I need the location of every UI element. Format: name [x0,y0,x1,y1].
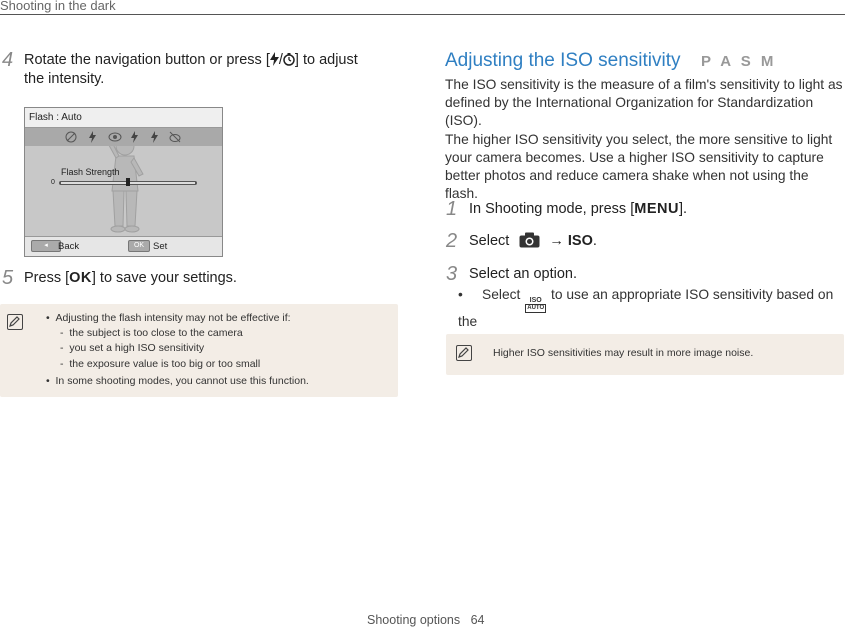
section-title: Adjusting the ISO sensitivity [445,50,681,71]
note-bullet-2-text: In some shooting modes, you cannot use this function. [55,375,309,387]
note-sub-1: - the subject is too close to the camera [60,327,243,339]
sub-line-1: to use an appropriate ISO sensitivity based on the [458,287,834,329]
step-3-text: Select an option. [469,266,578,282]
flash-mode-label: Flash : Auto [29,112,82,123]
step-5-text [24,269,237,288]
ok-button-icon: OK [128,240,150,252]
flash-strength-label: Flash Strength [61,167,120,177]
sub-pre: Select [482,287,521,302]
note-sub-3-text: the exposure value is too big or too small [69,358,261,370]
note-bullet-1-text: Adjusting the flash intensity may not be effective if: [55,312,291,324]
note-sub-3: - the exposure value is too big or too small [60,358,261,370]
step-1-text [469,200,687,219]
iso-description-line-2: defined by the International Organization for Standardization (ISO). [445,95,814,129]
screen-top-bar [25,108,222,128]
iso-note-box [446,334,844,375]
step-number-4: 4 [2,49,14,71]
iso-section-heading [445,50,776,72]
iso-description-line-5: better photos and reduce camera shake when not using the [445,168,809,184]
step-4-post: ] to adjust [294,52,358,68]
step-4-text [24,51,404,89]
running-header: Shooting in the dark [0,0,116,13]
iso-description [445,76,845,203]
camera-screen [24,107,223,257]
iso-auto-icon [526,297,545,313]
step-number-5: 5 [2,267,14,289]
screen-bottom-bar [25,236,222,257]
iso-description-line-6: flash. [445,186,478,202]
step-4-pre: Rotate the navigation button or press [ [24,52,270,68]
back-label: Back [58,241,80,252]
footer-section: Shooting options [367,613,461,627]
step-2-post: . [592,233,597,249]
menu-button-glyph: MENU [634,201,679,217]
iso-auto-icon-bottom: AUTO [527,305,545,311]
step-number-1: 1 [446,198,458,220]
step-2-pre: Select [469,233,510,249]
note-sub-2-text: you set a high ISO sensitivity [69,342,205,354]
step-4-line2: the intensity. [24,71,105,87]
set-label: Set [153,241,168,252]
note-bullet-2: • In some shooting modes, you cannot use this function. [46,375,309,387]
flash-strength-zero: 0 [51,179,55,186]
header-divider [0,14,845,15]
timer-icon [283,52,295,68]
flash-icon [270,52,279,68]
back-button-icon: ◂ [31,240,61,252]
arrow-glyph: → [549,233,564,249]
shooting-modes: P A S M [700,53,777,70]
step-1-post: ]. [678,201,688,217]
camera-icon [519,232,540,254]
flash-strength-slider-thumb[interactable] [126,178,130,186]
iso-description-line-3: The higher ISO sensitivity you select, the more sensitive to light [445,131,833,147]
iso-auto-icon-top: ISO [529,297,542,304]
note-pencil-icon [456,345,472,361]
note-pencil-icon [7,314,23,330]
iso-description-line-4: your camera becomes. Use a higher ISO sensitivity to capture [445,149,824,165]
iso-description-line-1: The ISO sensitivity is the measure of a film's sensitivity to light as [445,77,843,92]
iso-menu-label: ISO [567,233,593,249]
note-sub-1-text: the subject is too close to the camera [69,327,243,339]
step-1-pre: In Shooting mode, press [ [469,201,635,217]
step-number-3: 3 [446,263,458,285]
step-2-text [469,232,597,254]
step-number-2: 2 [446,230,458,252]
ok-button-glyph: OK [69,270,92,286]
step-4-slash: / [278,52,283,68]
step-5-pre: Press [ [24,270,70,286]
note-sub-2: - you set a high ISO sensitivity [60,342,205,354]
page-footer [367,613,484,627]
flash-mode-icons [25,128,222,146]
step-5-post: ] to save your settings. [91,270,237,286]
iso-note-text: Higher ISO sensitivities may result in more image noise. [493,347,754,359]
iso-auto-instruction: • Select ISO AUTO to use an appropriate ISO sensitivity based on the [458,286,845,349]
note-bullet-1: • Adjusting the flash intensity may not be effective if: [46,312,291,324]
page-number: 64 [470,613,485,627]
flash-mode-icon-bar [25,128,222,146]
flash-note-box [0,304,398,397]
